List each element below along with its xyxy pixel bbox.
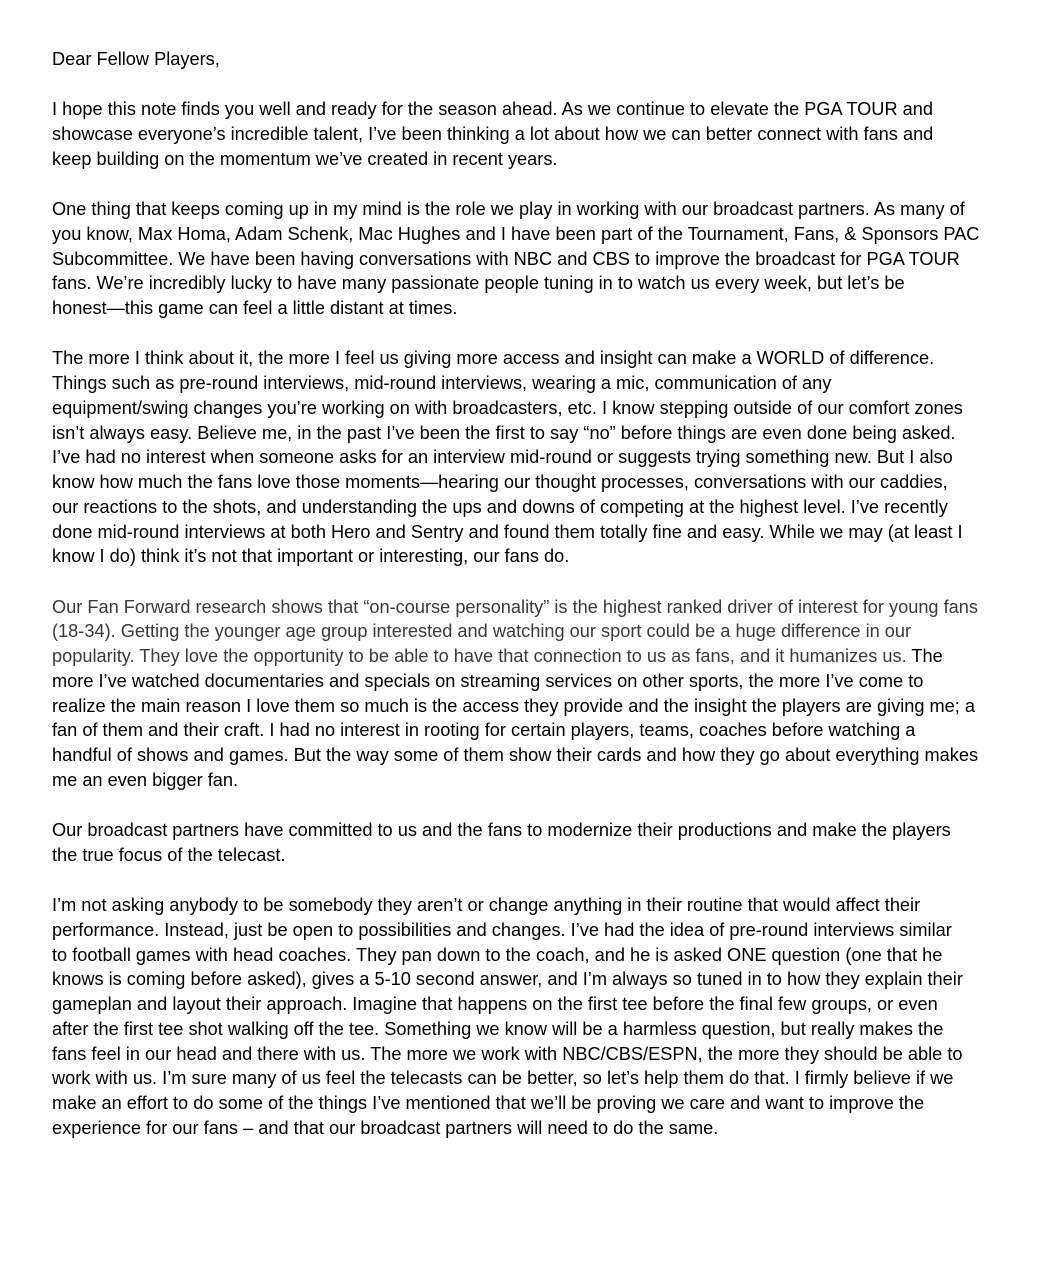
paragraph-line: handful of shows and games. But the way some of them show their cards and how they go about everything makes bbox=[52, 745, 979, 765]
paragraph-line: after the first tee shot walking off the tee. Something we know will be a harmless question, but really makes the bbox=[52, 1018, 944, 1039]
paragraph-line-muted: (18-34). Getting the younger age group interested and watching our sport could be a huge difference in our bbox=[52, 621, 912, 642]
paragraph-line: The more I think about it, the more I feel us giving more access and insight can make a WORLD of difference. bbox=[52, 348, 935, 369]
paragraph-4 bbox=[52, 595, 1012, 793]
paragraph-6 bbox=[52, 893, 1012, 1141]
paragraph-line: experience for our fans – and that our broadcast partners will need to do the same. bbox=[52, 1117, 719, 1138]
paragraph-line: to football games with head coaches. They pan down to the coach, and he is asked ONE question (one that he bbox=[52, 944, 943, 965]
paragraph-line: you know, Max Homa, Adam Schenk, Mac Hughes and I have been part of the Tournament, Fans, & Sponsors PAC bbox=[52, 223, 980, 244]
paragraph-line: done mid-round interviews at both Hero and Sentry and found them totally fine and easy. While we may (at least I bbox=[52, 521, 963, 542]
muted-text-run: popularity. They love the opportunity to be able to have that connection to us as fans, and it humanizes us. bbox=[52, 646, 907, 666]
paragraph-line: Subcommittee. We have been having conversations with NBC and CBS to improve the broadcast for PGA TOUR bbox=[52, 248, 960, 269]
text-run: The bbox=[906, 646, 943, 666]
paragraph-line: keep building on the momentum we’ve created in recent years. bbox=[52, 148, 558, 169]
paragraph-5 bbox=[52, 818, 1012, 868]
paragraph-line: One thing that keeps coming up in my mind is the role we play in working with our broadcast partners. As many of bbox=[52, 199, 965, 219]
paragraph-line: make an effort to do some of the things I’ve mentioned that we’ll be proving we care and want to improve the bbox=[52, 1093, 925, 1113]
paragraph-line: Our broadcast partners have committed to us and the fans to modernize their productions and make the players bbox=[52, 820, 951, 840]
paragraph-line: know how much the fans love those moments—hearing our thought processes, conversations with our caddies, bbox=[52, 472, 948, 492]
paragraph-line: knows is coming before asked), gives a 5-10 second answer, and I’m always so tuned in to how they explain their bbox=[52, 969, 963, 990]
paragraph-1 bbox=[52, 97, 1012, 171]
paragraph-line: I’m not asking anybody to be somebody they aren’t or change anything in their routine that would affect their bbox=[52, 895, 921, 915]
paragraph-line: fans feel in our head and there with us. The more we work with NBC/CBS/ESPN, the more they should be able to bbox=[52, 1043, 963, 1064]
paragraph-line: more I’ve watched documentaries and specials on streaming services on other sports, the more I’ve come to bbox=[52, 670, 924, 691]
paragraph-line: isn’t always easy. Believe me, in the past I’ve been the first to say “no” before things are even done being asked. bbox=[52, 422, 956, 443]
salutation bbox=[52, 47, 1012, 72]
paragraph-line: performance. Instead, just be open to possibilities and changes. I’ve had the idea of pre-round interviews similar bbox=[52, 919, 952, 940]
paragraph-line: our reactions to the shots, and understanding the ups and downs of competing at the highest level. I’ve recently bbox=[52, 496, 948, 517]
paragraph-line: know I do) think it’s not that important or interesting, our fans do. bbox=[52, 546, 570, 567]
paragraph-line: I’ve had no interest when someone asks for an interview mid-round or suggests trying something new. But I also bbox=[52, 447, 953, 468]
paragraph-line: the true focus of the telecast. bbox=[52, 844, 286, 865]
paragraph-line: fans. We’re incredibly lucky to have many passionate people tuning in to watch us every week, but let’s be bbox=[52, 273, 905, 294]
paragraph-line: showcase everyone’s incredible talent, I’ve been thinking a lot about how we can better connect with fans and bbox=[52, 124, 934, 144]
salutation-text: Dear Fellow Players, bbox=[52, 49, 220, 69]
letter-body bbox=[52, 47, 1012, 1166]
paragraph-3 bbox=[52, 346, 1012, 569]
paragraph-line: I hope this note finds you well and ready for the season ahead. As we continue to elevate the PGA TOUR and bbox=[52, 99, 933, 120]
paragraph-line: honest—this game can feel a little distant at times. bbox=[52, 298, 458, 318]
paragraph-line-muted: Our Fan Forward research shows that “on-course personality” is the highest ranked driver of interest for young fans bbox=[52, 596, 978, 617]
paragraph-line: equipment/swing changes you’re working on with broadcasters, etc. I know stepping outside of our comfort zones bbox=[52, 397, 963, 418]
paragraph-line: Things such as pre-round interviews, mid-round interviews, wearing a mic, communication of any bbox=[52, 373, 832, 393]
paragraph-line: fan of them and their craft. I had no interest in rooting for certain players, teams, coaches before watching a bbox=[52, 720, 916, 741]
paragraph-line: work with us. I’m sure many of us feel the telecasts can be better, so let’s help them do that. I firmly believe if we bbox=[52, 1068, 954, 1089]
paragraph-line: me an even bigger fan. bbox=[52, 769, 239, 790]
paragraph-line: realize the main reason I love them so much is the access they provide and the insight the players are giving me; a bbox=[52, 695, 975, 716]
paragraph-line-mixed bbox=[52, 644, 1012, 669]
paragraph-line: gameplan and layout their approach. Imagine that happens on the first tee before the final few groups, or even bbox=[52, 994, 938, 1014]
paragraph-2 bbox=[52, 197, 1012, 321]
